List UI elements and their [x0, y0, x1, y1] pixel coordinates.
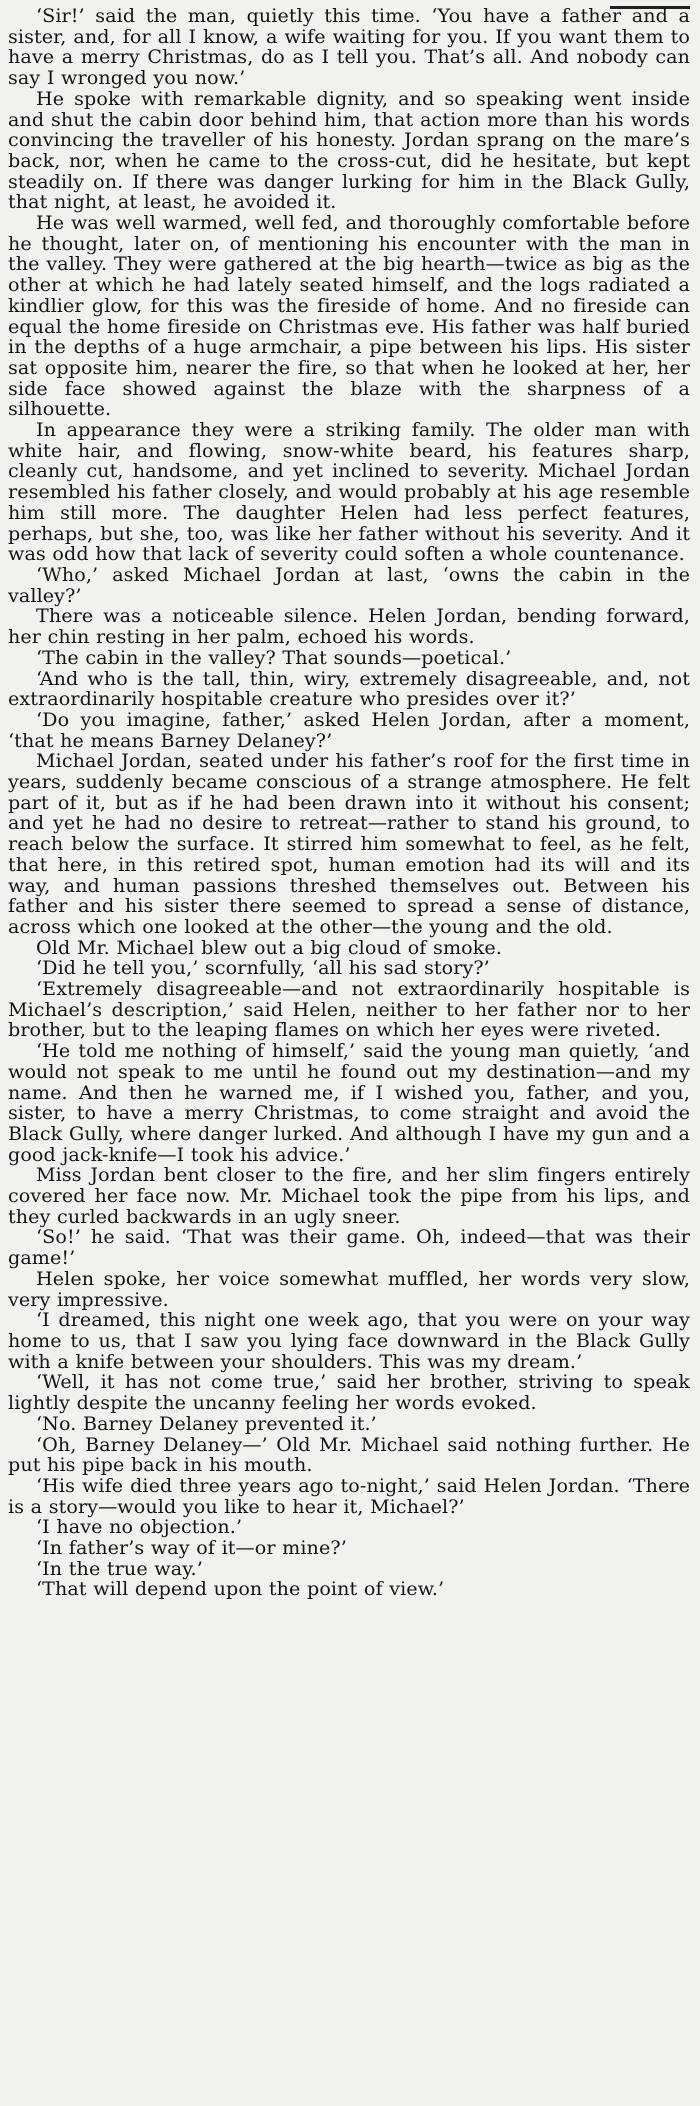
- paragraph: ‘Did he tell you,’ scornfully, ‘all his sad story?’: [36, 956, 490, 980]
- paragraph: ‘Sir!’ said the man, quietly this time. ‘You have a father and a sister, and, for all I know, a wife waiting for you. If you want them to have a merry Christmas, do as I tell you. That’s all. And nobody can say I wronged you now.’: [8, 4, 690, 90]
- paragraph: Miss Jordan bent closer to the fire, and her slim fingers entirely covered her face now. Mr. Michael took the pipe from his lips, and they curled backwards in an ugly sneer.: [8, 1163, 690, 1228]
- paragraph: ‘I have no objection.’: [36, 1515, 243, 1539]
- paragraph: He spoke with remarkable dignity, and so speaking went inside and shut the cabin door behind him, that action more than his words convincing the traveller of his honesty. Jordan sprang on the mare’s back, nor, when he came to the cross-cut, did he hesitate, but kept steadily on. If there was danger lurking for him in the Black Gully, that night, at least, he avoided it.: [8, 86, 690, 214]
- paragraph: ‘The cabin in the valley? That sounds—poetical.’: [36, 645, 512, 669]
- paragraph: There was a noticeable silence. Helen Jordan, bending forward, her chin resting in her palm, echoed his words.: [8, 604, 690, 649]
- paragraph: ‘Extremely disagreeable—and not extraordinarily hospitable is Michael’s description,’ said Helen, neither to her father nor to her brother, but to the leaping flames on which her eyes were riveted.: [8, 977, 690, 1042]
- paragraph: ‘So!’ he said. ‘That was their game. Oh, indeed—that was their game!’: [8, 1225, 690, 1270]
- paragraph: ‘And who is the tall, thin, wiry, extremely disagreeable, and, not extraordinarily hospitable creature who presides over it?’: [8, 666, 690, 711]
- paragraph: ‘In the true way.’: [36, 1556, 203, 1580]
- paragraph: ‘Who,’ asked Michael Jordan at last, ‘owns the cabin in the valley?’: [8, 562, 690, 607]
- paragraph: ‘No. Barney Delaney prevented it.’: [36, 1411, 377, 1435]
- paragraph: ‘Well, it has not come true,’ said her brother, striving to speak lightly despite the uncanny feeling her words evoked.: [8, 1370, 690, 1415]
- paragraph: In appearance they were a striking family. The older man with white hair, and flowing, snow-white beard, his features sharp, cleanly cut, handsome, and yet inclined to severity. Michael Jordan resembled his father closely, and would probably at his age resemble him still more. The daughter Helen had less perfect features, perhaps, but she, too, was like her father without his severity. And it was odd how that lack of severity could soften a whole countenance.: [8, 418, 690, 566]
- paragraph: ‘That will depend upon the point of view.’: [36, 1577, 445, 1601]
- paragraph: ‘He told me nothing of himself,’ said the young man quietly, ‘and would not speak to me until he found out my destination—and my name. And then he warned me, if I wished you, father, and you, sister, to have a merry Christmas, to come straight and avoid the Black Gully, where danger lurked. And although I have my gun and a good jack-knife—I took his advice.’: [8, 1039, 690, 1166]
- article-column: [8, 6, 690, 2106]
- paragraph: ‘Do you imagine, father,’ asked Helen Jordan, after a moment, ‘that he means Barney Delaney?’: [8, 707, 690, 752]
- paragraph: ‘In father’s way of it—or mine?’: [36, 1536, 347, 1560]
- paragraph: Michael Jordan, seated under his father’s roof for the first time in years, suddenly became conscious of a strange atmosphere. He felt part of it, but as if he had been drawn into it without his consent; and yet he had no desire to retreat—rather to stand his ground, to reach below the surface. It stirred him somewhat to feel, as he felt, that here, in this retired spot, human emotion had its will and its way, and human passions threshed themselves out. Between his father and his sister there seemed to spread a sense of distance, across which one looked at the other—the young and the old.: [8, 749, 690, 938]
- paragraph: ‘I dreamed, this night one week ago, that you were on your way home to us, that I saw you lying face downward in the Black Gully with a knife between your shoulders. This was my dream.’: [8, 1308, 690, 1373]
- paragraph: Helen spoke, her voice somewhat muffled, her words very slow, very impressive.: [8, 1266, 690, 1311]
- paragraph: ‘His wife died three years ago to-night,’ said Helen Jordan. ‘There is a story—would you like to hear it, Michael?’: [8, 1473, 690, 1518]
- paragraph: Old Mr. Michael blew out a big cloud of smoke.: [36, 935, 502, 959]
- paragraph: He was well warmed, well fed, and thoroughly comfortable before he thought, later on, of mentioning his encounter with the man in the valley. They were gathered at the big hearth—twice as big as the other at which he had lately seated himself, and the logs radiated a kindlier glow, for this was the fireside of home. And no fireside can equal the home fireside on Christmas eve. His father was half buried in the depths of a huge armchair, a pipe between his lips. His sister sat opposite him, nearer the fire, so that when he looked at her, her side face showed against the blaze with the sharpness of a silhouette.: [8, 211, 690, 421]
- paragraph: ‘Oh, Barney Delaney—’ Old Mr. Michael said nothing further. He put his pipe back in his mouth.: [8, 1432, 690, 1477]
